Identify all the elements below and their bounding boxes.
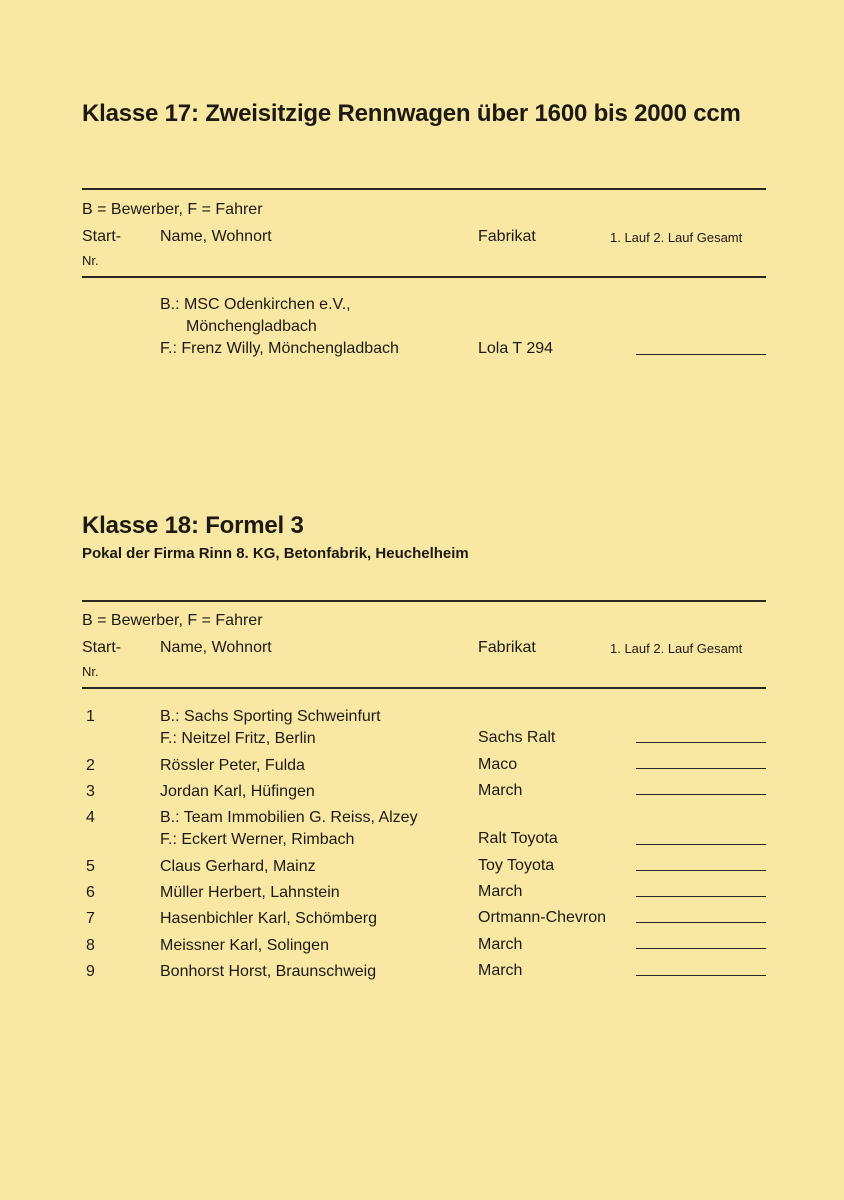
entrant-line: Mönchengladbach xyxy=(186,318,317,335)
result-blank xyxy=(636,975,766,976)
result-blank xyxy=(636,354,766,355)
result-blank xyxy=(636,844,766,845)
start-number: 6 xyxy=(86,884,95,901)
start-number: 5 xyxy=(86,858,95,875)
class-18-title: Klasse 18: Formel 3 xyxy=(82,512,304,539)
car-make: Toy Toyota xyxy=(478,857,555,874)
driver-line: Müller Herbert, Lahnstein xyxy=(160,884,340,901)
result-blank xyxy=(636,896,766,897)
car-make: March xyxy=(478,782,523,799)
entrant-line: B.: MSC Odenkirchen e.V., xyxy=(160,296,351,313)
start-number: 1 xyxy=(86,708,95,725)
column-start: Start- xyxy=(82,228,122,245)
entrant-line: B.: Sachs Sporting Schweinfurt xyxy=(160,708,381,725)
header-top-rule xyxy=(82,188,766,190)
column-start: Start- xyxy=(82,639,122,656)
column-fabrikat: Fabrikat xyxy=(478,639,536,656)
start-number: 4 xyxy=(86,809,95,826)
entrant-line: B.: Team Immobilien G. Reiss, Alzey xyxy=(160,809,418,826)
driver-line: Rössler Peter, Fulda xyxy=(160,757,305,774)
header-top-rule xyxy=(82,600,766,602)
result-blank xyxy=(636,794,766,795)
driver-line: Hasenbichler Karl, Schömberg xyxy=(160,910,377,927)
start-number: 9 xyxy=(86,963,95,980)
result-blank xyxy=(636,948,766,949)
driver-line: Meissner Karl, Solingen xyxy=(160,937,329,954)
start-number: 8 xyxy=(86,937,95,954)
start-number: 7 xyxy=(86,910,95,927)
driver-line: Claus Gerhard, Mainz xyxy=(160,858,316,875)
driver-line: Jordan Karl, Hüfingen xyxy=(160,783,315,800)
column-fabrikat: Fabrikat xyxy=(478,228,536,245)
car-make: Maco xyxy=(478,756,518,773)
column-nr: Nr. xyxy=(82,664,99,679)
start-number: 2 xyxy=(86,757,95,774)
result-blank xyxy=(636,870,766,871)
column-runs: 1. Lauf 2. Lauf Gesamt xyxy=(610,230,743,245)
driver-line: F.: Neitzel Fritz, Berlin xyxy=(160,730,316,747)
column-name: Name, Wohnort xyxy=(160,228,272,245)
car-make: Ortmann-Chevron xyxy=(478,909,607,926)
car-make: Lola T 294 xyxy=(478,340,554,357)
car-make: March xyxy=(478,936,523,953)
column-runs: 1. Lauf 2. Lauf Gesamt xyxy=(610,641,743,656)
legend: B = Bewerber, F = Fahrer xyxy=(82,612,263,629)
class-17-title: Klasse 17: Zweisitzige Rennwagen über 1600 bis 2000 ccm xyxy=(82,100,741,127)
column-name: Name, Wohnort xyxy=(160,639,272,656)
driver-line: F.: Frenz Willy, Mönchengladbach xyxy=(160,340,399,357)
driver-line: F.: Eckert Werner, Rimbach xyxy=(160,831,355,848)
car-make: Ralt Toyota xyxy=(478,830,558,847)
result-blank xyxy=(636,922,766,923)
header-bottom-rule xyxy=(82,276,766,278)
driver-line: Bonhorst Horst, Braunschweig xyxy=(160,963,377,980)
column-nr: Nr. xyxy=(82,253,99,268)
car-make: Sachs Ralt xyxy=(478,729,556,746)
car-make: March xyxy=(478,962,523,979)
class-18-subtitle: Pokal der Firma Rinn 8. KG, Betonfabrik, Heuchelheim xyxy=(82,545,469,562)
car-make: March xyxy=(478,883,523,900)
start-number: 3 xyxy=(86,783,95,800)
legend: B = Bewerber, F = Fahrer xyxy=(82,201,263,218)
result-blank xyxy=(636,742,766,743)
result-blank xyxy=(636,768,766,769)
header-bottom-rule xyxy=(82,687,766,689)
